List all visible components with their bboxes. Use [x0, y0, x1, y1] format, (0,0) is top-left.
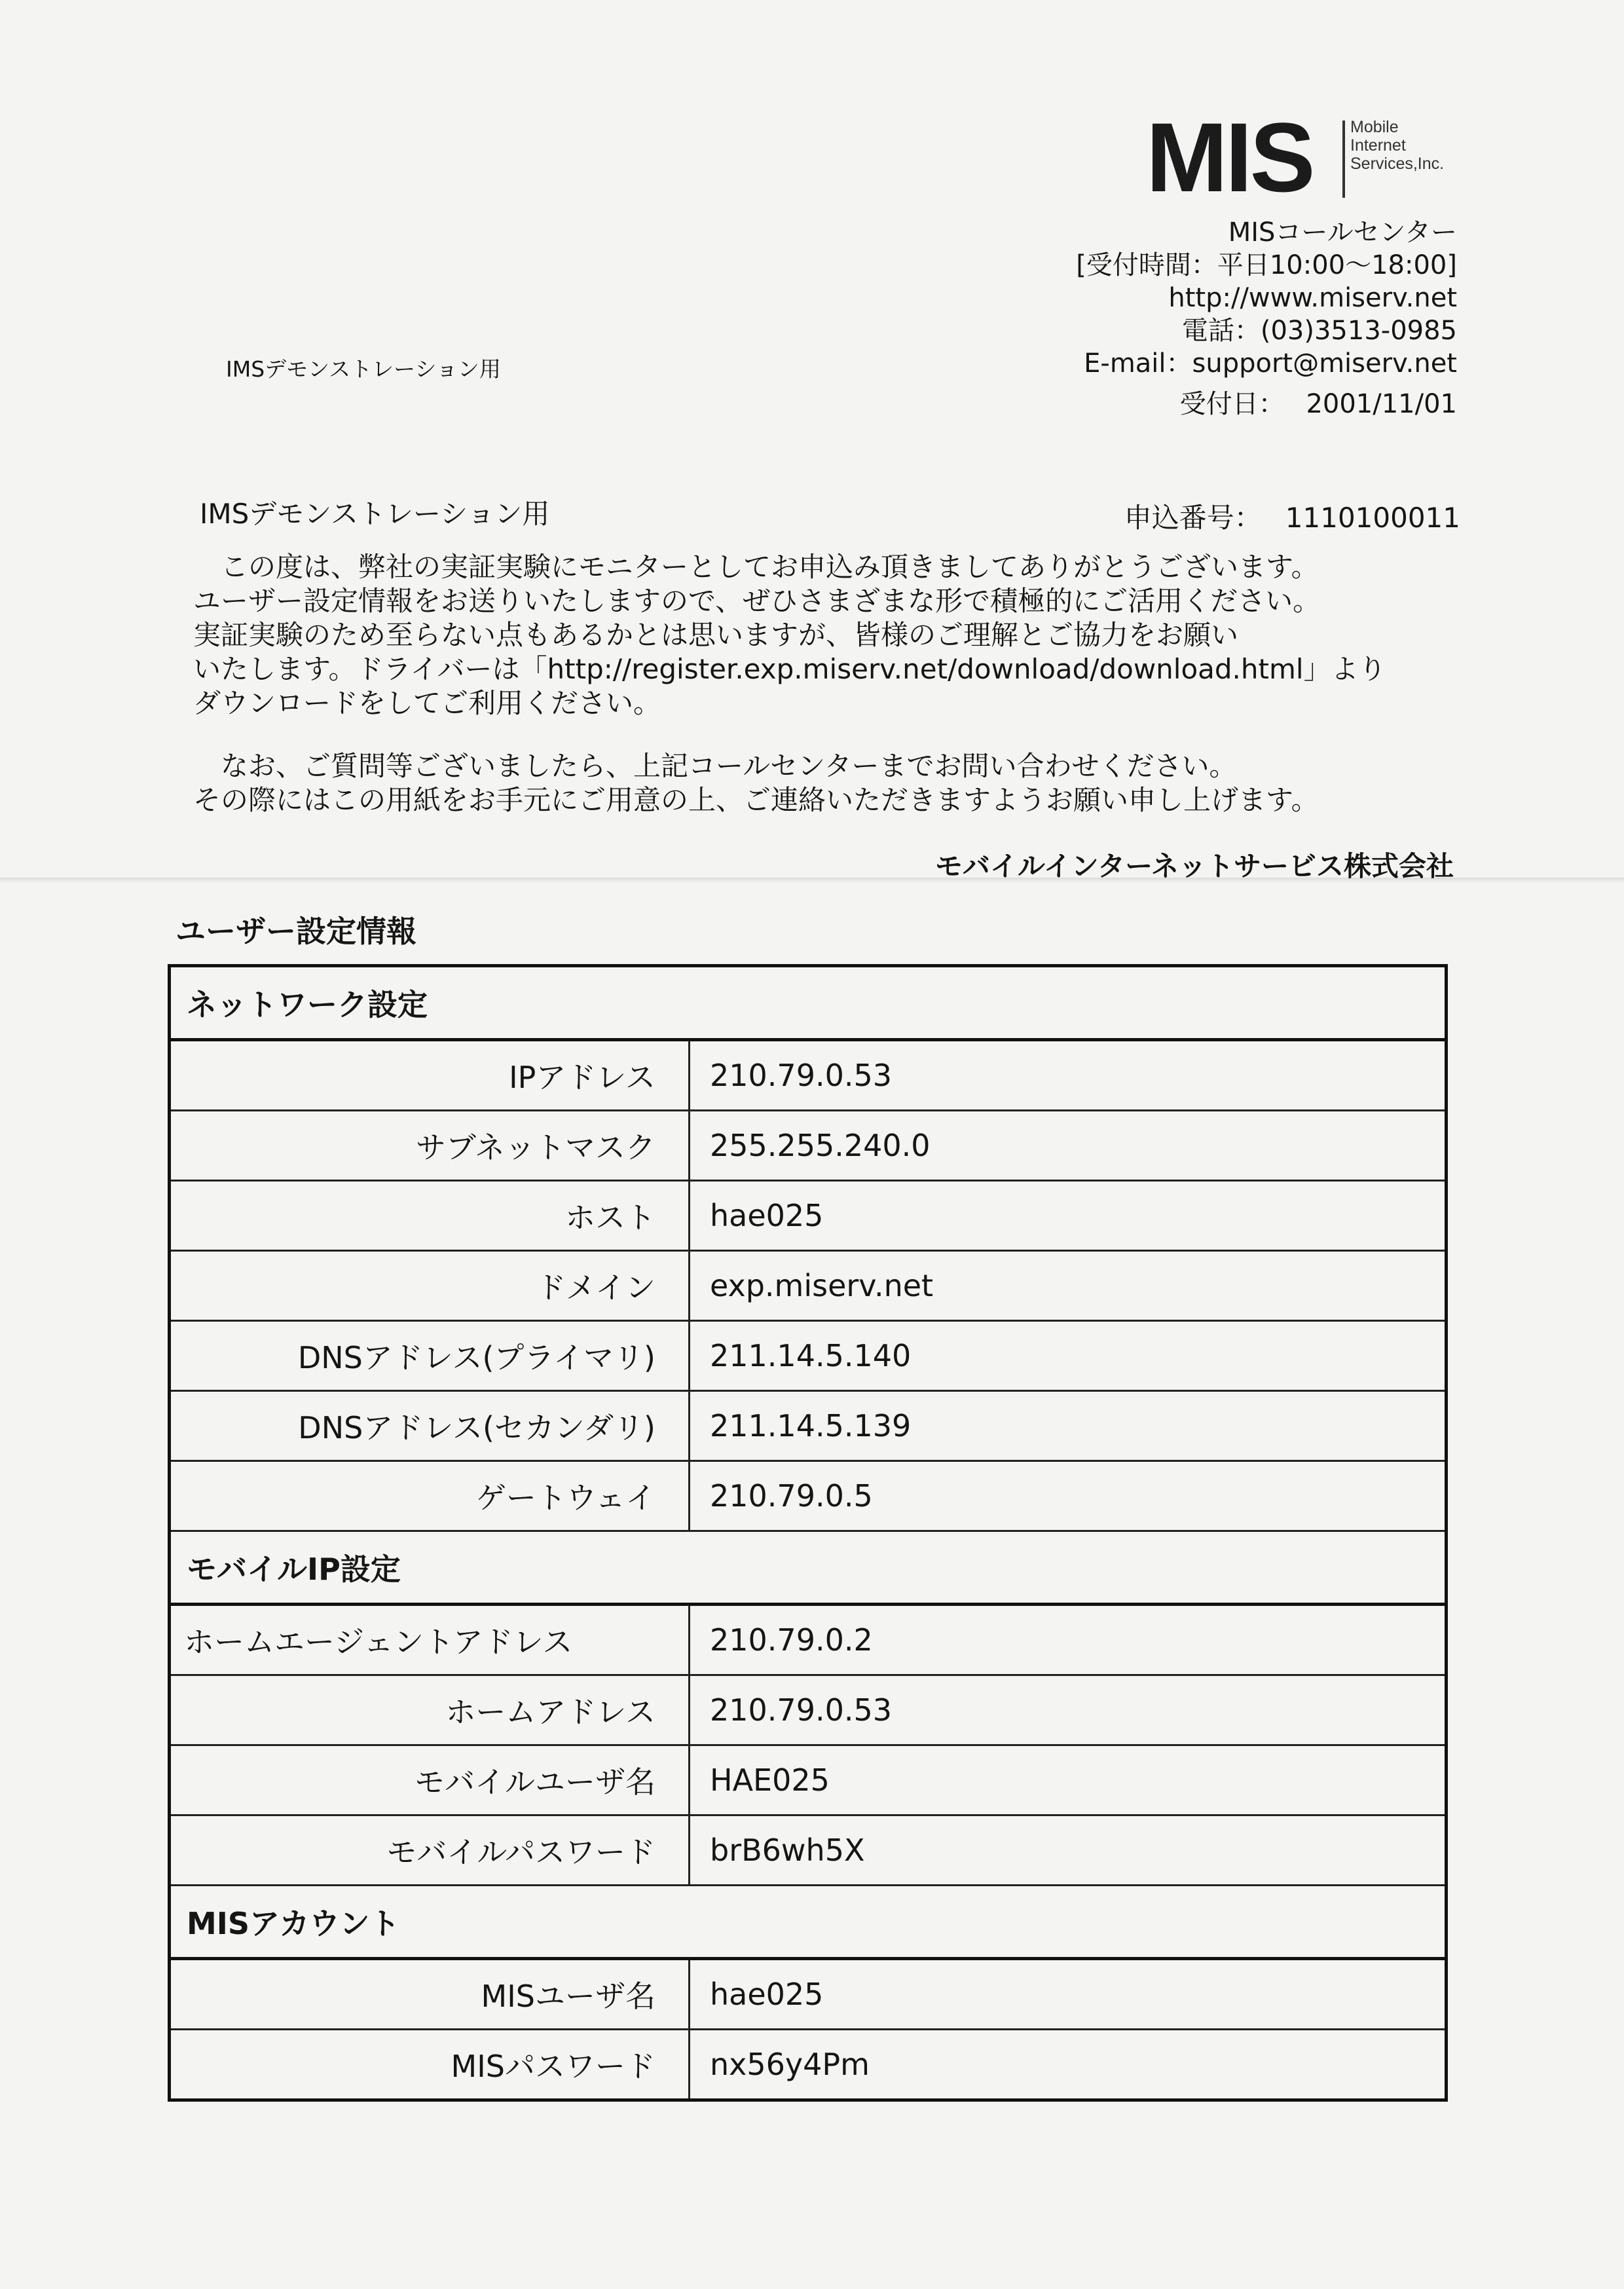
setting-label: ドメイン [170, 1251, 690, 1321]
email-address: E-mail：support@miserv.net [1084, 348, 1457, 379]
setting-label: モバイルパスワード [170, 1815, 690, 1886]
table-row [170, 1461, 1447, 1531]
setting-label: ホスト [170, 1181, 690, 1251]
body-line: 実証実験のため至らない点もあるかとは思いますが、皆様のご理解とご協力をお願い [193, 619, 1239, 651]
setting-value: 210.79.0.53 [690, 1040, 1447, 1111]
section-header-row [170, 1531, 1447, 1605]
paragraph-gap [193, 720, 1450, 749]
settings-table [168, 964, 1448, 2102]
body-line: なお、ご質問等ございましたら、上記コールセンターまでお問い合わせください。 [193, 750, 1237, 782]
table-row [170, 1675, 1447, 1745]
table-row [170, 1251, 1447, 1321]
body-line: その際にはこの用紙をお手元にご用意の上、ご連絡いただきますようお願い申し上げます。 [193, 784, 1319, 816]
phone-number: 電話：(03)3513-0985 [1181, 316, 1457, 346]
setting-value: 255.255.240.0 [690, 1111, 1447, 1181]
receipt-date [1076, 388, 1457, 420]
body-line: ユーザー設定情報をお送りいたしますので、ぜひさまざまな形で積極的にご活用ください。 [193, 585, 1321, 617]
setting-label: MISユーザ名 [170, 1959, 690, 2030]
setting-value: hae025 [690, 1181, 1447, 1251]
application-number-value: 1110100011 [1285, 502, 1460, 534]
setting-value: HAE025 [690, 1745, 1447, 1815]
setting-label: DNSアドレス(セカンダリ) [170, 1391, 690, 1461]
table-row [170, 1391, 1447, 1461]
setting-value: nx56y4Pm [690, 2030, 1447, 2100]
logo-subtitle [1350, 118, 1444, 173]
table-row [170, 1111, 1447, 1181]
table-row [170, 1605, 1447, 1675]
demo-label-top: IMSデモンストレーション用 [226, 356, 501, 382]
body-line: いたします。ドライバーは「http://register.exp.miserv.net/download/download.html」より [193, 653, 1386, 685]
logo-subtitle-line: Services,Inc. [1350, 155, 1445, 173]
mis-logo [1146, 102, 1460, 212]
setting-value: brB6wh5X [690, 1815, 1447, 1886]
table-row [170, 1959, 1447, 2030]
table-row [170, 1040, 1447, 1111]
logo-subtitle-line: Mobile [1350, 118, 1399, 136]
section-header-row [170, 1886, 1447, 1959]
setting-label: ホームアドレス [170, 1675, 690, 1745]
setting-label: サブネットマスク [170, 1111, 690, 1181]
body-line: ダウンロードをしてご利用ください。 [193, 687, 661, 719]
setting-value: 211.14.5.139 [690, 1391, 1447, 1461]
receipt-date-label: 受付日： [1179, 389, 1285, 419]
setting-label: IPアドレス [170, 1040, 690, 1111]
call-center-hours: [受付時間：平日10:00～18:00] [1076, 250, 1457, 280]
contact-block [1076, 216, 1457, 420]
table-row [170, 1745, 1447, 1815]
setting-label: DNSアドレス(プライマリ) [170, 1321, 690, 1391]
setting-value: 211.14.5.140 [690, 1321, 1447, 1391]
setting-label: モバイルユーザ名 [170, 1745, 690, 1815]
setting-label: ホームエージェントアドレス [170, 1605, 690, 1675]
website-url: http://www.miserv.net [1168, 283, 1457, 313]
table-row [170, 1815, 1447, 1886]
logo-divider [1342, 121, 1345, 198]
settings-title: ユーザー設定情報 [175, 914, 416, 949]
setting-value: 210.79.0.53 [690, 1675, 1447, 1745]
company-name: モバイルインターネットサービス株式会社 [934, 850, 1454, 882]
table-row [170, 1181, 1447, 1251]
section-header: ネットワーク設定 [170, 966, 1447, 1040]
setting-value: 210.79.0.2 [690, 1605, 1447, 1675]
setting-value: 210.79.0.5 [690, 1461, 1447, 1531]
logo-subtitle-line: Internet [1350, 136, 1406, 155]
section-header: MISアカウント [170, 1886, 1447, 1959]
call-center-name: MISコールセンター [1228, 217, 1457, 248]
letter-body [193, 550, 1450, 817]
logo-mark: MIS [1146, 102, 1313, 212]
setting-label: ゲートウェイ [170, 1461, 690, 1531]
customer-name: IMSデモンストレーション用 [200, 498, 550, 530]
setting-label: MISパスワード [170, 2030, 690, 2100]
setting-value: hae025 [690, 1959, 1447, 2030]
section-header: モバイルIP設定 [170, 1531, 1447, 1605]
section-header-row [170, 966, 1447, 1040]
body-line: この度は、弊社の実証実験にモニターとしてお申込み頂きましてありがとうございます。 [193, 551, 1319, 583]
application-number-label: 申込番号： [1124, 502, 1262, 534]
receipt-date-value: 2001/11/01 [1306, 389, 1457, 419]
application-number [1124, 496, 1460, 536]
table-row [170, 1321, 1447, 1391]
table-row [170, 2030, 1447, 2100]
setting-value: exp.miserv.net [690, 1251, 1447, 1321]
